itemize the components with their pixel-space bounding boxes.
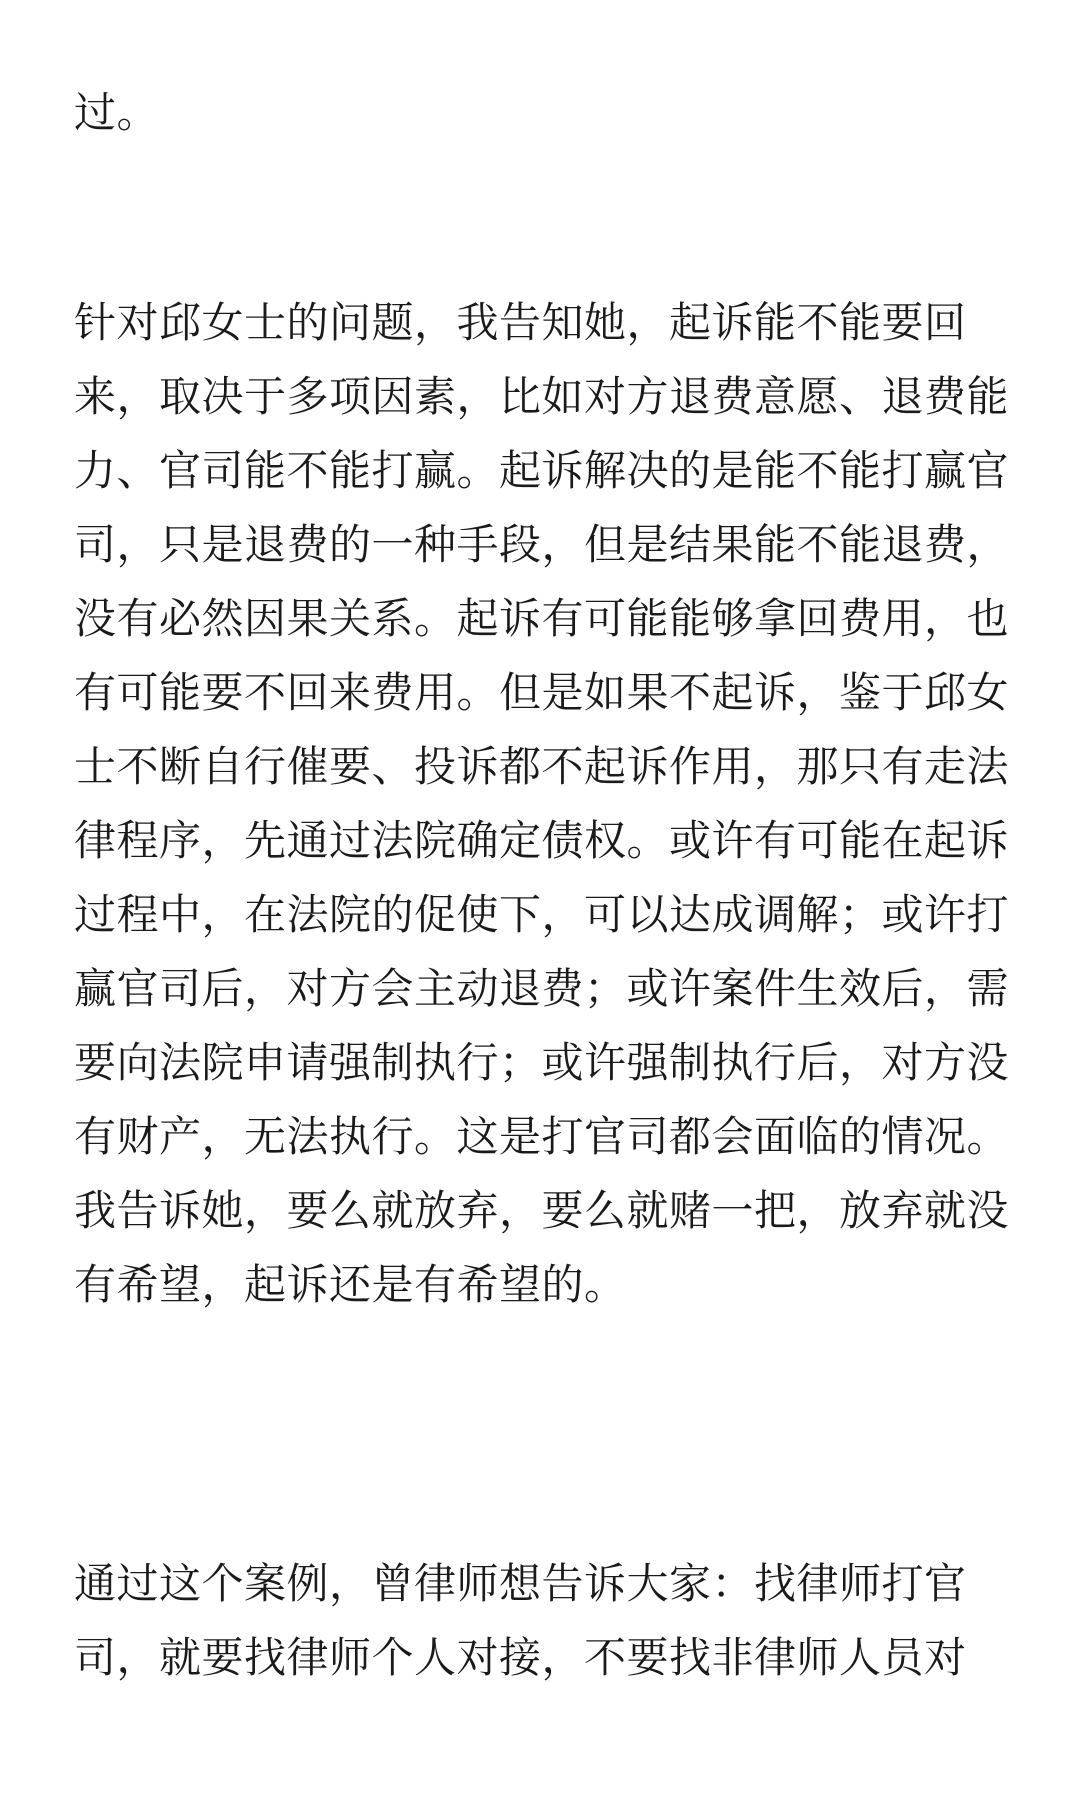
text-line: 司，只是退费的一种手段，但是结果能不能退费，	[74, 520, 1010, 569]
text-line: 没有必然因果关系。起诉有可能能够拿回费用，也	[74, 594, 1010, 643]
text-line: 有财产，无法执行。这是打官司都会面临的情况。	[74, 1112, 1010, 1161]
paragraph-case-conclusion	[74, 1547, 967, 1695]
text-line: 律程序，先通过法院确定债权。或许有可能在起诉	[74, 816, 1010, 865]
text-line: 我告诉她，要么就放弃，要么就赌一把，放弃就没	[74, 1186, 1010, 1235]
text-line: 针对邱女士的问题，我告知她，起诉能不能要回	[74, 298, 967, 347]
text-line: 通过这个案例，曾律师想告诉大家：找律师打官	[74, 1559, 967, 1608]
text-line: 过。	[74, 88, 160, 137]
text-line: 赢官司后，对方会主动退费；或许案件生效后，需	[74, 964, 1010, 1013]
text-line: 过程中，在法院的促使下，可以达成调解；或许打	[74, 890, 1010, 939]
text-line: 有可能要不回来费用。但是如果不起诉，鉴于邱女	[74, 668, 1010, 717]
text-line: 士不断自行催要、投诉都不起诉作用，那只有走法	[74, 742, 1010, 791]
paragraph-continuation	[74, 76, 159, 150]
text-line: 要向法院申请强制执行；或许强制执行后，对方没	[74, 1038, 1010, 1087]
text-line: 来，取决于多项因素，比如对方退费意愿、退费能	[74, 372, 1010, 421]
text-line: 力、官司能不能打赢。起诉解决的是能不能打赢官	[74, 446, 1010, 495]
text-line: 有希望，起诉还是有希望的。	[74, 1260, 627, 1309]
text-line: 司，就要找律师个人对接，不要找非律师人员对	[74, 1633, 967, 1682]
paragraph-lawsuit-advice	[74, 286, 1009, 1322]
